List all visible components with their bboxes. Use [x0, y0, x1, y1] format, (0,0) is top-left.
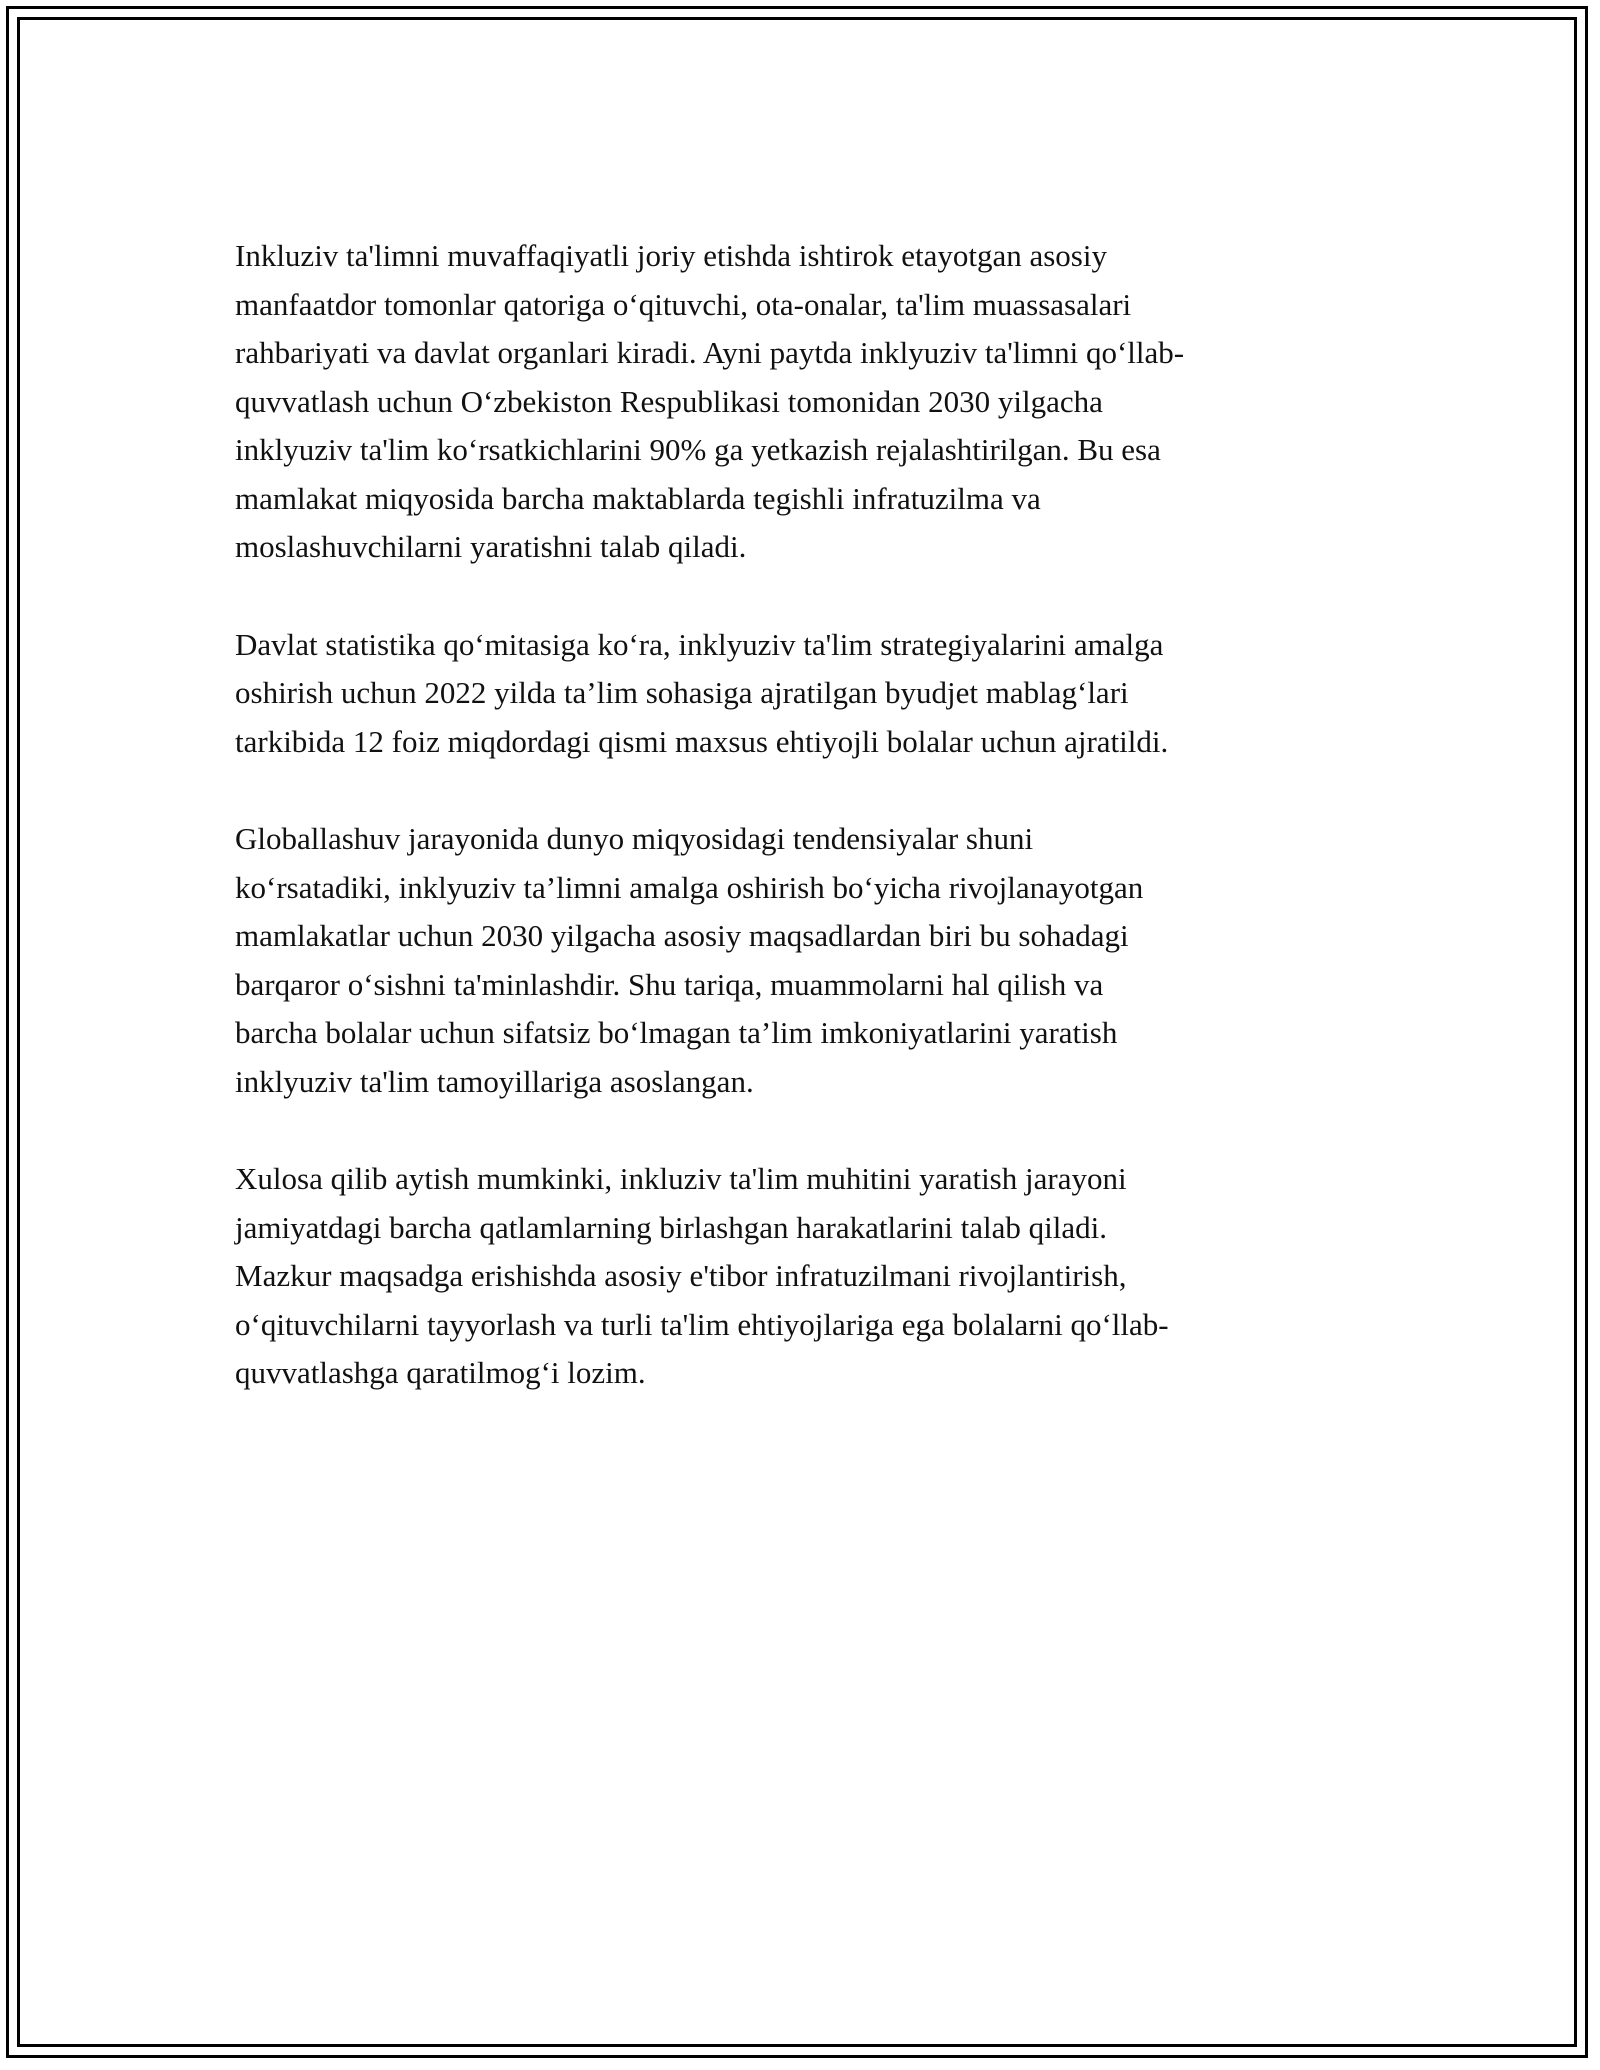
paragraph-global-trends: Globallashuv jarayonida dunyo miqyosidagi tendensiyalar shuni ko‘rsatadiki, inklyuziv ta’limni amalga oshirish bo‘yicha rivojlanayotgan mamlakatlar uchun 2030 yilgacha asosiy maqsadlardan biri bu sohadagi barqaror o‘sishni ta'minlashdir. Shu tariqa, muammolarni hal qilish va barcha bolalar uchun sifatsiz bo‘lmagan ta’lim imkoniyatlarini yaratish inklyuziv ta'lim tamoyillariga asoslangan. [235, 821, 1144, 1099]
document-body [235, 232, 1375, 1447]
paragraph-conclusion: Xulosa qilib aytish mumkinki, inkluziv ta'lim muhitini yaratish jarayoni jamiyatdagi barcha qatlamlarning birlashgan harakatlarini talab qiladi. Mazkur maqsadga erishishda asosiy e'tibor infratuzilmani rivojlantirish, o‘qituvchilarni tayyorlash va turli ta'lim ehtiyojlariga ega bolalarni qo‘llab- quvvatlashga qaratilmog‘i lozim. [235, 1161, 1169, 1390]
paragraph-budget: Davlat statistika qo‘mitasiga ko‘ra, inklyuziv ta'lim strategiyalarini amalga oshirish uchun 2022 yilda ta’lim sohasiga ajratilgan byudjet mablag‘lari tarkibida 12 foiz miqdordagi qismi maxsus ehtiyojli bolalar uchun ajratildi. [235, 626, 1169, 759]
paragraph-stakeholders: Inkluziv ta'limni muvaffaqiyatli joriy etishda ishtirok etayotgan asosiy manfaatdor tomonlar qatoriga o‘qituvchi, ota-onalar, ta'lim muassasalari rahbariyati va davlat organlari kiradi. Ayni paytda inklyuziv ta'limni qo‘llab- quvvatlash uchun O‘zbekiston Respublikasi tomonidan 2030 yilgacha inklyuziv ta'lim ko‘rsatkichlarini 90% ga yetkazish rejalashtirilgan. Bu esa mamlakat miqyosida barcha maktablarda tegishli infratuzilma va moslashuvchilarni yaratishni talab qiladi. [235, 238, 1185, 564]
